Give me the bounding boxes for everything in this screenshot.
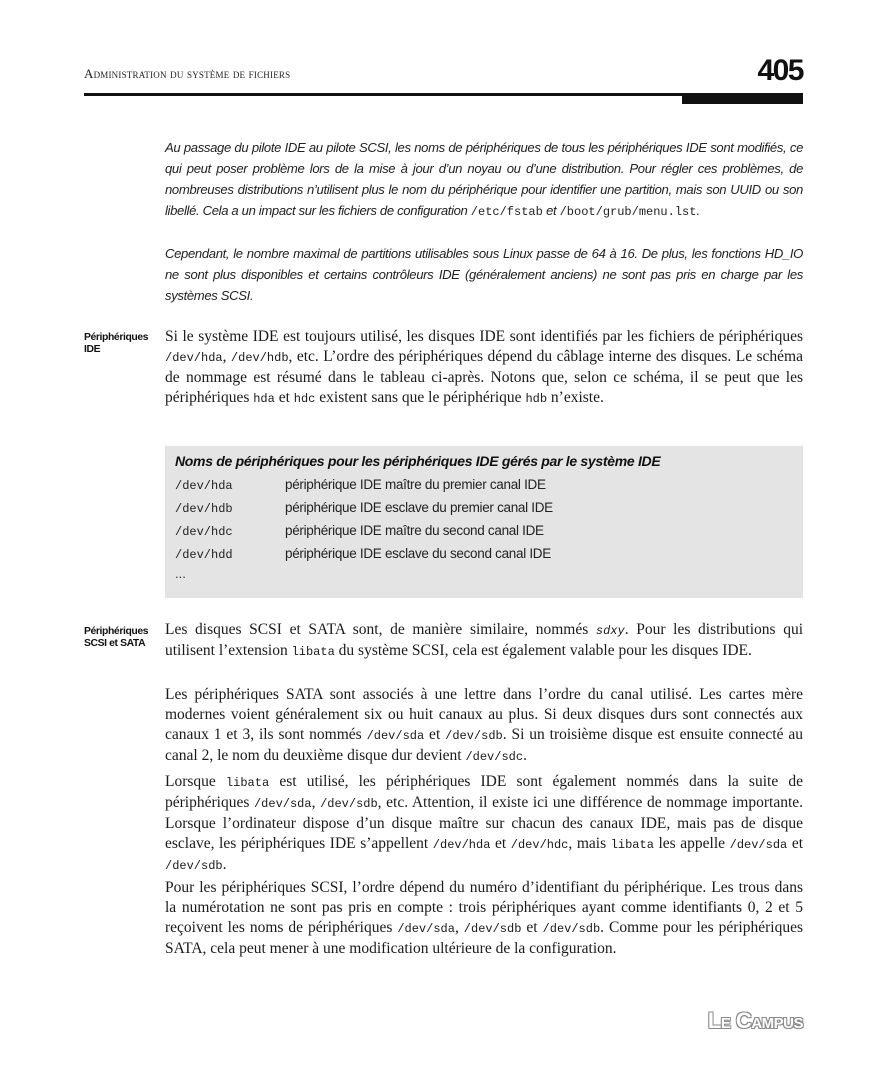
publisher-logo: Le Campus: [707, 1008, 803, 1033]
table-title: Noms de périphériques pour les périphériques IDE gérés par le système IDE: [175, 453, 661, 469]
device-description: périphérique IDE esclave du premier canal IDE: [285, 500, 553, 515]
table-row: [175, 545, 795, 567]
note-paragraph-2: Cependant, le nombre maximal de partitions utilisables sous Linux passe de 64 à 16. De plus, les fonctions HD_IO ne sont plus disponibles et certains contrôleurs IDE (généralement anciens) ne sont pas pris en charge par les systèmes SCSI.: [165, 246, 803, 303]
ide-paragraph: Si le système IDE est toujours utilisé, les disques IDE sont identifiés par les fichiers de périphériques /dev/hda, /dev/hdb, etc. L’ordre des périphériques dépend du câblage interne des disques. Le schéma de nommage est résumé dans le tableau ci-après. Notons que, selon ce schéma, il se peut que les périphériques hda et hdc existent sans que le périphérique hdb n’existe.: [165, 328, 803, 406]
header-black-block: [682, 93, 803, 104]
scsi-paragraph-3: Lorsque libata est utilisé, les périphériques IDE sont également nommés dans la suite de périphériques /dev/sda, /dev/sdb, etc. Attention, il existe ici une différence de nommage importante. Lorsque l’ordinateur dispose d’un disque maître sur chacun des canaux IDE, mais pas de disque esclave, les périphériques IDE s’appellent /dev/hda et /dev/hdc, mais libata les appelle /dev/sda et /dev/sdb.: [165, 773, 804, 873]
device-description: périphérique IDE esclave du second canal IDE: [285, 546, 551, 561]
device-description: périphérique IDE maître du premier canal IDE: [285, 477, 546, 492]
scsi-paragraph-2: Les périphériques SATA sont associés à une lettre dans l’ordre du canal utilisé. Les cartes mère modernes voient généralement six ou huit canaux au plus. Si deux disques durs sont connectés aux canaux 1 et 3, ils sont nommés /dev/sda et /dev/sdb. Si un troisième disque est ensuite connecté au canal 2, le nom du deuxième disque dur devient /dev/sdc.: [165, 686, 803, 764]
margin-label-scsi-sata: Périphériques SCSI et SATA: [84, 626, 149, 649]
page-number: 405: [757, 54, 803, 87]
device-description: périphérique IDE maître du second canal IDE: [285, 523, 544, 538]
running-header: Administration du système de fichiers: [84, 66, 291, 81]
device-name: /dev/hdb: [175, 502, 233, 516]
device-name: /dev/hda: [175, 479, 233, 493]
device-name: /dev/hdd: [175, 548, 233, 562]
margin-label-ide: Périphériques IDE: [84, 332, 149, 355]
code-path: /etc/fstab: [470, 205, 543, 219]
device-names-table: [165, 446, 803, 598]
code-path: /boot/grub/menu.lst: [559, 205, 697, 219]
note-paragraph-1: Au passage du pilote IDE au pilote SCSI, les noms de périphériques de tous les périphériques IDE sont modifiés, ce qui peut poser problème lors de la mise à jour d’un noyau ou d’une distribution. Pour régler ces problèmes, de nombreuses distributions n’utilisent plus le nom du périphérique pour identifier une partition, mais son UUID ou son libellé. Cela a un impact sur les fichiers de configuration /etc/fstab et /boot/grub/menu.lst.: [165, 140, 803, 219]
table-row: [175, 476, 795, 498]
scsi-paragraph-1: Les disques SCSI et SATA sont, de manière similaire, nommés sdxy. Pour les distributions qui utilisent l’extension libata du système SCSI, cela est également valable pour les disques IDE.: [165, 621, 803, 659]
table-ellipsis: ...: [175, 566, 186, 581]
scsi-paragraph-4: Pour les périphériques SCSI, l’ordre dépend du numéro d’identifiant du périphérique. Les trous dans la numérotation ne sont pas pris en compte : trois périphériques ayant comme identifiants 0, 2 et 5 reçoivent les noms de périphériques /dev/sda, /dev/sdb et /dev/sdb. Comme pour les périphériques SATA, cela peut mener à une modification ultérieure de la configuration.: [165, 879, 803, 957]
table-row: [175, 522, 795, 544]
device-name: /dev/hdc: [175, 525, 233, 539]
table-row: [175, 499, 795, 521]
